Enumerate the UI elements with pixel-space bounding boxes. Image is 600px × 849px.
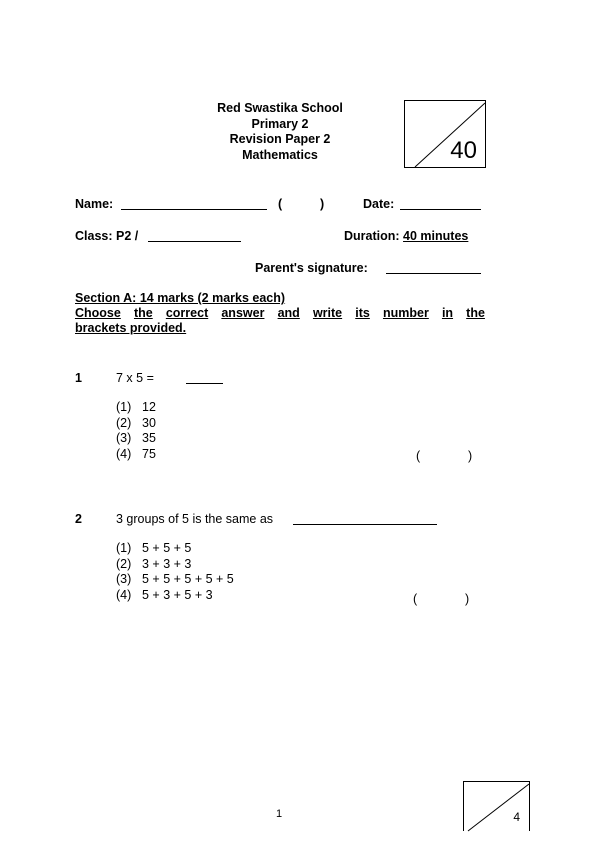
option-item[interactable] — [116, 557, 234, 573]
instruction-word: Choose — [75, 306, 121, 320]
register-number-field[interactable] — [285, 196, 319, 211]
option-text: 5 + 3 + 5 + 3 — [142, 587, 213, 602]
option-text: 5 + 5 + 5 — [142, 541, 192, 555]
page-marks-box — [463, 781, 530, 831]
option-number: (3) — [116, 572, 132, 586]
question-text: 3 groups of 5 is the same as — [116, 512, 274, 526]
question-text: 7 x 5 = — [116, 371, 154, 385]
page-marks: 4 — [513, 810, 520, 824]
option-item[interactable] — [116, 572, 234, 588]
duration-row — [344, 229, 468, 243]
answer-bracket-close: ) — [465, 592, 470, 606]
page-number: 1 — [276, 808, 283, 820]
option-number: (4) — [116, 587, 132, 602]
level-label: Primary 2 — [251, 116, 309, 131]
total-score-box — [404, 100, 486, 168]
section-instruction-line2: brackets provided. — [75, 321, 187, 335]
section-heading: Section A: 14 marks (2 marks each) — [75, 291, 286, 305]
date-field[interactable] — [400, 197, 481, 215]
instruction-word: correct — [165, 306, 209, 320]
answer-bracket-open: ( — [413, 592, 418, 606]
option-item[interactable] — [116, 588, 234, 604]
answer-bracket-field[interactable] — [421, 591, 463, 606]
option-item[interactable] — [116, 447, 156, 463]
option-text: 5 + 5 + 5 + 5 + 5 — [142, 572, 234, 586]
instruction-word: in — [441, 306, 454, 320]
section-instruction-line1 — [75, 306, 485, 321]
section-heading-block — [75, 291, 485, 336]
total-marks: 40 — [450, 137, 477, 164]
option-item[interactable] — [116, 416, 156, 432]
instruction-word: the — [466, 306, 485, 320]
subject-label: Mathematics — [242, 147, 318, 162]
answer-blank[interactable] — [293, 512, 437, 530]
option-number: (2) — [116, 556, 132, 571]
instruction-word: the — [133, 306, 153, 320]
question-number: 2 — [75, 512, 82, 526]
class-field[interactable] — [148, 229, 241, 247]
option-text: 3 + 3 + 3 — [142, 556, 192, 571]
options-list — [116, 541, 234, 603]
name-field[interactable] — [121, 197, 267, 215]
register-close-paren: ) — [320, 197, 325, 211]
options-list — [116, 400, 156, 462]
option-text: 75 — [142, 446, 156, 461]
question-number: 1 — [75, 371, 82, 385]
option-item[interactable] — [116, 431, 156, 447]
paper-label: Revision Paper 2 — [229, 132, 331, 146]
option-number: (3) — [116, 431, 132, 445]
instruction-word: number — [382, 306, 429, 320]
option-item[interactable] — [116, 541, 234, 557]
instruction-word: answer — [221, 306, 265, 320]
diagonal-line-icon — [464, 782, 531, 832]
answer-bracket-field[interactable] — [424, 448, 466, 463]
option-number: (1) — [116, 541, 132, 555]
date-label: Date: — [363, 197, 395, 211]
instruction-word: write — [312, 306, 343, 320]
option-text: 35 — [142, 431, 156, 445]
duration-value: 40 minutes — [403, 229, 469, 243]
option-number: (4) — [116, 446, 132, 461]
option-number: (2) — [116, 415, 132, 430]
option-number: (1) — [116, 400, 132, 414]
signature-field[interactable] — [386, 261, 481, 279]
instruction-word: its — [355, 306, 370, 320]
option-text: 30 — [142, 415, 156, 430]
title-block — [180, 101, 380, 163]
answer-blank[interactable] — [186, 371, 223, 389]
duration-label: Duration: — [344, 229, 400, 243]
signature-label: Parent's signature: — [255, 261, 368, 275]
option-text: 12 — [142, 400, 156, 414]
school-name: Red Swastika School — [217, 101, 343, 115]
class-label: Class: P2 / — [75, 229, 139, 243]
instruction-word: and — [277, 306, 300, 320]
name-label: Name: — [75, 197, 114, 211]
register-open-paren: ( — [278, 197, 283, 211]
option-item[interactable] — [116, 400, 156, 416]
answer-bracket-close: ) — [468, 449, 473, 463]
answer-bracket-open: ( — [416, 449, 421, 463]
